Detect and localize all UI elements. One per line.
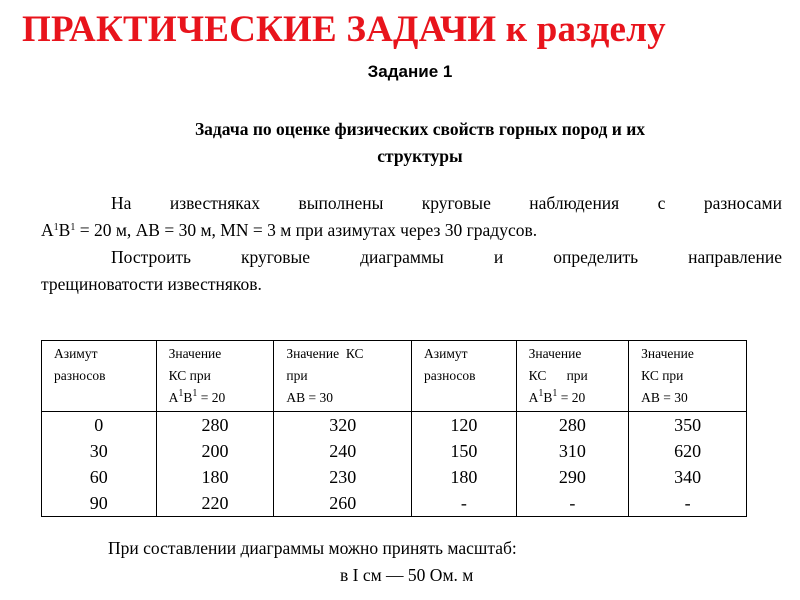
- conditions-line-1: [41, 190, 782, 217]
- table-cell: 150: [450, 441, 478, 461]
- problem-conditions: [41, 190, 782, 244]
- header-azimuth-2: Азимут разносов: [412, 341, 517, 412]
- table-cell: 290: [558, 467, 586, 487]
- conditions-text-1: На известняках выполнены круговые наблюдения с разносами: [111, 193, 782, 213]
- table-body: [42, 412, 747, 517]
- table-cell: 320: [329, 415, 357, 435]
- table-cell: 310: [558, 441, 586, 461]
- instructions-line-1: [41, 244, 782, 271]
- table-cell: 200: [201, 441, 229, 461]
- table-cell: 60: [89, 467, 108, 487]
- table-cell: 240: [329, 441, 357, 461]
- electrode-b-sup: 1: [70, 222, 76, 233]
- table-cell: 0: [94, 415, 104, 435]
- task-heading: Задание 1: [367, 62, 453, 81]
- problem-title-line-1: Задача по оценке физических свойств горных пород и их: [194, 119, 646, 139]
- problem-title: [60, 116, 780, 170]
- header-ks-a1b1-2: Значение КС при $A^1B^1 = 20$: [516, 341, 629, 412]
- header-ks-ab-2: Значение КС при AB = 30: [629, 341, 747, 412]
- table-cell: 90: [89, 493, 108, 513]
- table-cell: 280: [201, 415, 229, 435]
- table-cell: 280: [558, 415, 586, 435]
- column-azimuth-2: [412, 412, 517, 517]
- table-cell: 120: [450, 415, 478, 435]
- column-ks-ab-2: [629, 412, 747, 517]
- header-azimuth-1: Азимут разносов: [42, 341, 157, 412]
- table-cell: -: [569, 493, 576, 513]
- table-cell: 350: [674, 415, 702, 435]
- column-ks-a1b1-1: [156, 412, 274, 517]
- table-cell: 620: [674, 441, 702, 461]
- conditions-text-2: = 20 м, AB = 30 м, MN = 3 м при азимутах через 30 градусов.: [75, 220, 538, 240]
- column-azimuth-1: [42, 412, 157, 517]
- electrode-b: B: [58, 220, 71, 240]
- electrode-a: A: [41, 220, 54, 240]
- resistivity-table: [41, 340, 747, 517]
- scale-note: При составлении диаграммы можно принять масштаб:: [108, 538, 517, 558]
- instructions-line-2: трещиноватости известняков.: [41, 274, 262, 294]
- table-cell: 30: [89, 441, 108, 461]
- header-ks-ab-1: Значение КС при AB = 30: [274, 341, 412, 412]
- table-cell: 260: [329, 493, 357, 513]
- scale-value: в I см — 50 Ом. м: [340, 565, 474, 585]
- table-cell: -: [684, 493, 691, 513]
- table-cell: 230: [329, 467, 357, 487]
- slide-title: ПРАКТИЧЕСКИЕ ЗАДАЧИ к разделу: [22, 9, 666, 50]
- table-cell: 180: [201, 467, 229, 487]
- electrode-a-sup: 1: [53, 222, 59, 233]
- problem-instructions: [41, 244, 782, 298]
- table-cell: 180: [450, 467, 478, 487]
- table-cell: -: [460, 493, 467, 513]
- table-cell: 340: [674, 467, 702, 487]
- table-cell: 220: [201, 493, 229, 513]
- table-header-row: [42, 341, 747, 412]
- column-ks-a1b1-2: [516, 412, 629, 517]
- conditions-line-2: [41, 217, 782, 244]
- header-ks-a1b1-1: Значение КС при $A^1B^1 = 20$: [156, 341, 274, 412]
- problem-title-line-2: структуры: [377, 146, 463, 166]
- column-ks-ab-1: [274, 412, 412, 517]
- instructions-text-1: Построить круговые диаграммы и определить направление: [111, 247, 782, 267]
